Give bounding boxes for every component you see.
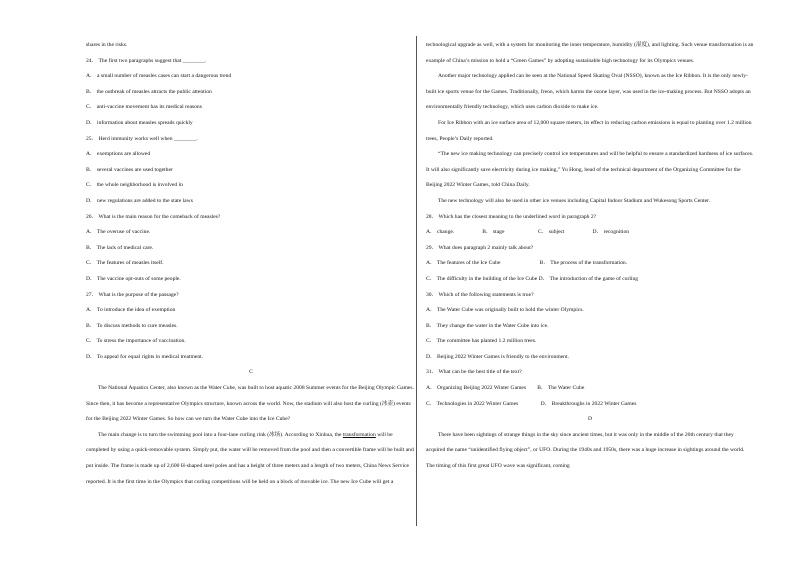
option-30a: A． The Water Cube was originally built to hold the winter Olympics.: [426, 307, 584, 314]
options-29ab: A． The features of the Ice Cube B． The process of the transformation.: [426, 260, 628, 267]
passage-c-paragraph-6: The new technology will also be used in other ice venues including Capital Indoor Stadium and Wukesong Sports Center.: [438, 197, 711, 204]
question-29: 29． What does paragraph 2 mainly talk about?: [426, 244, 534, 251]
option-26c: C． The features of measles itself.: [86, 260, 164, 267]
question-27: 27． What is the purpose of the passage?: [86, 291, 179, 298]
question-25: 25． Herd immunity works well when ________.: [86, 135, 198, 142]
question-30: 30． Which of the following statements is true?: [426, 291, 534, 298]
passage-d-paragraph-1: There have been sightings of strange things in the sky since ancient times, but it was only in the middle of the 20th century that they acquired the name “unidentified flying object”, or UFO. During the 1940s and 1950s, there was a huge increase in sightings around the world. The timing of this first great UFO wave was significant, coming: [426, 431, 745, 470]
question-26: 26． What is the main reason for the comeback of measles?: [86, 213, 221, 220]
option-30d: D． Beijing 2022 Winter Games is friendly to the environment.: [426, 353, 569, 360]
text-line: shares in the risks.: [86, 42, 128, 48]
section-d-heading: D: [587, 416, 593, 423]
option-24c: C． anti-vaccine movement has its medical reasons: [86, 104, 202, 111]
option-25d: D． new regulations are added to the state laws: [86, 197, 193, 204]
question-24: 24． The first two paragraphs suggest that ________.: [86, 57, 207, 64]
underlined-word: transformation: [342, 431, 376, 438]
option-24a: A． a small number of measles cases can start a dangerous trend: [86, 73, 232, 80]
option-25b: B． several vaccines are used together: [86, 166, 173, 173]
options-31cd: C． Technologies in 2022 Winter Games D． Breakthroughs in 2022 Winter Games: [426, 400, 637, 407]
options-28: A． change. B． stage C． subject D． recognition: [426, 229, 630, 236]
option-26a: A． The overuse of vaccine.: [86, 229, 151, 236]
option-25c: C． the whole neighborhood is involved in: [86, 182, 183, 189]
option-30b: B． They change the water in the Water Cube into ice.: [426, 322, 549, 329]
option-24b: B． the outbreak of measles attracts the public attention: [86, 88, 212, 95]
passage-c-paragraph-3: Another major technology applied can be seen at the National Speed Skating Oval (NSSO), known as the Ice Ribbon. It is the only newly-built ice sports venue for the Games. Traditionally, freon, which harms the ozone layer, was used in the ice-making process. But NSSO adopts an environmentally friendly technology, which uses carbon dioxide to make ice.: [426, 73, 751, 111]
option-27c: C． To stress the importance of vaccination.: [86, 338, 186, 345]
passage-c-paragraph-2-continued: technological upgrade as well, with a system for monitoring the inner temperature, humidity (湿度), and lighting. Such venue transformation is an example of China’s mission to hold a “Green Games” by adopting sustainable high technology for its Olympics venues.: [426, 42, 754, 64]
passage-c-paragraph-2: [86, 428, 416, 490]
question-28: 28． Which has the closest meaning to the underlined word in paragraph 2?: [426, 213, 597, 220]
passage-c-paragraph-4: For Ice Ribbon with an ice surface area of 12,000 square meters, its effect in reducing carbon emissions is equal to planting over 1.2 million trees, People’s Daily reported.: [426, 119, 752, 142]
section-c-heading: C: [249, 369, 253, 376]
option-30c: C． The committee has planted 1.2 million trees.: [426, 338, 537, 345]
paragraph-text: will be completed by using a quick-removable system. Simply put, the water will be removed from the pool and then a convertible frame will be built and put inside. The frame is made up of 2,600 H-shaped steel poles and has a height of three meters and a length of two meters, China News Service reported. It is the first time in the Olympics that curling competitions will be held on a block of movable ice. The new Ice Cube will get a: [86, 431, 414, 485]
passage-c-paragraph-5: “The new ice making technology can precisely control ice temperatures and will be helpful to ensure a standardized hardness of ice surfaces. It will also significantly save electricity during ice making,” Yu Hong, head of the technical department of the Organizing Committee for the Beijing 2022 Winter Games, told China Daily.: [426, 151, 754, 189]
paragraph-text: The main change is to turn the swimming pool into a four-lane curling rink (冰场). According to Xinhua, the: [98, 431, 343, 438]
option-27b: B． To discuss methods to cure measles.: [86, 322, 178, 329]
option-26d: D． The vaccine opt-outs of some people.: [86, 275, 181, 282]
option-26b: B． The lack of medical care.: [86, 244, 154, 251]
passage-c-paragraph-1: The National Aquatics Center, also known as the Water Cube, was built to host aquatic 2008 Summer events for the Beijing Olympic Games. Since then, it has become a representative Olympics structure, known across the world. Now, the stadium will also host the curling (冰壶) events for the Beijing 2022 Winter Games. So how can we turn the Water Cube into the Ice Cube?: [86, 385, 414, 423]
options-29cd: C． The difficulty in the building of the Ice Cube D． The introduction of the game of curling: [426, 275, 639, 282]
column-divider: [416, 36, 417, 526]
option-27a: A． To introduce the idea of exemption: [86, 307, 176, 314]
question-31: 31． What can be the best title of the text?: [426, 369, 522, 376]
options-31ab: A． Organizing Beijing 2022 Winter Games B． The Water Cube: [426, 385, 585, 392]
option-27d: D． To appeal for equal rights in medical treatment.: [86, 353, 204, 360]
left-column: [86, 38, 416, 490]
right-column: [426, 38, 754, 475]
option-24d: D． information about measles spreads quickly: [86, 119, 193, 126]
option-25a: A． exemptions are allowed: [86, 151, 151, 158]
